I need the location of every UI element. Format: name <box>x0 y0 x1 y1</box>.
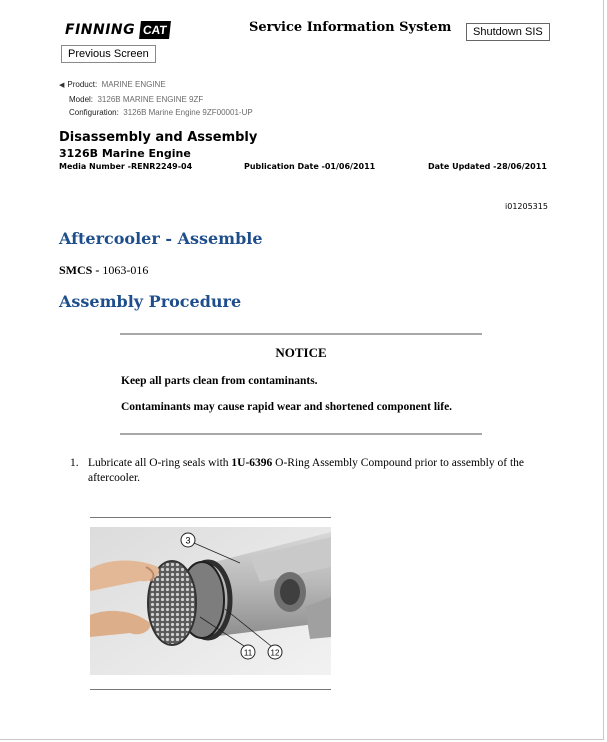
callout-12: 12 <box>270 648 280 658</box>
document-id: i01205315 <box>505 202 548 211</box>
media-number: Media Number -RENR2249-04 <box>59 162 193 171</box>
aftercooler-illustration <box>90 527 331 675</box>
configuration-value: 3126B Marine Engine 9ZF00001-UP <box>123 108 253 117</box>
model-key: Model: <box>69 94 94 104</box>
breadcrumb-configuration <box>59 106 253 120</box>
notice-top-rule <box>120 333 482 335</box>
product-value: MARINE ENGINE <box>101 80 166 89</box>
document-title: Disassembly and Assembly <box>59 130 258 145</box>
model-value: 3126B MARINE ENGINE 9ZF <box>97 94 204 104</box>
publication-date: Publication Date -01/06/2011 <box>244 162 376 171</box>
part-number: 1U-6396 <box>231 457 273 469</box>
date-updated: Date Updated -28/06/2011 <box>428 162 547 171</box>
figure-bottom-rule <box>90 689 331 690</box>
notice-line-1: Keep all parts clean from contaminants. <box>121 375 318 387</box>
callout-11: 11 <box>243 648 253 658</box>
finning-cat-logo <box>65 19 170 41</box>
notice-line-2: Contaminants may cause rapid wear and shortened component life. <box>121 401 453 413</box>
smcs-value: 1063-016 <box>99 263 149 277</box>
previous-screen-button[interactable]: Previous Screen <box>61 45 156 63</box>
notice-bottom-rule <box>120 433 482 435</box>
back-arrow-icon[interactable]: ◀ <box>59 82 65 89</box>
smcs-label: SMCS - <box>59 263 100 277</box>
product-key: Product: <box>67 80 98 89</box>
breadcrumb-model <box>59 93 253 107</box>
procedure-step <box>70 456 550 486</box>
callout-3: 3 <box>185 535 191 546</box>
smcs-code <box>59 263 148 278</box>
notice-title: NOTICE <box>275 345 327 360</box>
step-text-after: O-Ring Assembly Compound prior to assembly of the aftercooler. <box>88 457 524 484</box>
app-title: Service Information System <box>249 20 452 35</box>
cat-logo-badge: CAT <box>139 21 171 39</box>
shutdown-sis-button[interactable]: Shutdown SIS <box>466 23 550 41</box>
breadcrumb-product[interactable] <box>59 78 253 93</box>
section-heading: Assembly Procedure <box>59 292 242 311</box>
step-text-before: Lubricate all O-ring seals with <box>88 457 232 469</box>
configuration-key: Configuration: <box>69 108 119 117</box>
finning-logo-text: FINNING <box>65 22 136 38</box>
document-subtitle: 3126B Marine Engine <box>59 147 191 160</box>
page-heading: Aftercooler - Assemble <box>59 229 263 248</box>
figure-top-rule <box>90 517 331 518</box>
aftercooler-photo <box>90 527 331 675</box>
step-text <box>88 456 550 486</box>
breadcrumb <box>59 78 253 120</box>
step-number: 1. <box>70 457 79 469</box>
